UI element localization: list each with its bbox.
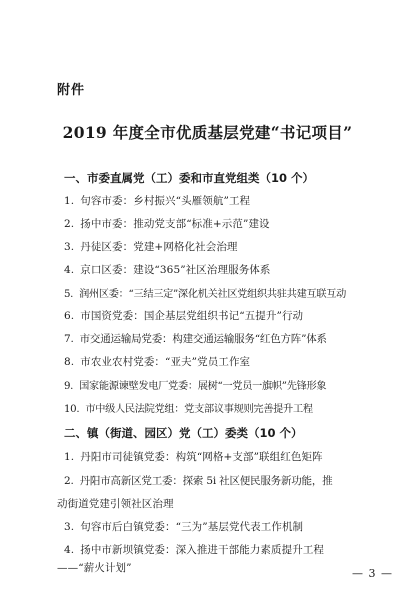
section-heading-2: 二、镇（街道、园区）党（工）委类（10 个） [64,426,303,440]
item-number: 4. [64,264,75,276]
list-item [64,285,346,300]
list-item [64,519,303,534]
item-number: 3. [64,521,75,533]
list-item [64,262,271,277]
item-text: 丹徒区委：党建+网格化社会治理 [80,241,238,253]
item-text: 市中级人民法院党组：党支部议事规则完善提升工程 [85,404,313,415]
item-number: 5. [64,289,74,300]
item-number: 4. [64,544,75,556]
item-number: 1. [64,451,75,463]
list-item [64,216,270,231]
list-item [64,354,250,369]
item-text: 丹阳市高新区党工委：探索 5i 社区便民服务新功能，推 [79,475,333,487]
item-text: 市农业农村党委：“亚夫”党员工作室 [80,356,251,368]
list-item [64,331,327,346]
item-number: 1. [64,195,75,207]
item-text: 市交通运输局党委：构建交通运输服务“红色方阵”体系 [79,333,327,345]
list-item-continuation: 动街道党建引领社区治理 [57,498,174,510]
item-text: 扬中市新坝镇党委：深入推进干部能力素质提升工程 [80,544,325,556]
item-number: 7. [64,333,74,345]
list-item [64,400,313,415]
attachment-label: 附件 [57,83,86,98]
item-number: 8. [64,356,75,368]
item-text: 句容市后白镇党委：“三为”基层党代表工作机制 [80,521,304,533]
list-item-continuation: ——“薪火计划” [57,562,132,574]
item-number: 2. [64,218,75,230]
item-number: 6. [64,310,75,322]
page-number: — 3 — [352,567,393,580]
document-title: 2019 年度全市优质基层党建“书记项目” [62,123,353,142]
item-number: 2. [64,475,74,487]
item-number: 10. [64,404,80,415]
item-text: 润州区委：“三结三定”深化机关社区党组织共驻共建互联互动 [79,289,347,300]
item-text: 市国资党委：国企基层党组织书记“五提升”行动 [80,310,304,322]
list-item [64,308,303,323]
item-number: 9. [64,381,74,392]
item-text: 京口区委：建设“365”社区治理服务体系 [80,264,271,276]
section-heading-1: 一、市委直属党（工）委和市直党组类（10 个） [64,171,315,185]
list-item [64,542,324,557]
item-text: 扬中市委：推动党支部“标准+示范”建设 [80,218,270,230]
item-text: 句容市委：乡村振兴“头雁领航”工程 [80,195,251,207]
list-item [64,473,332,488]
item-number: 3. [64,241,75,253]
list-item [64,449,323,464]
list-item [64,193,250,208]
list-item [64,377,326,392]
list-item [64,239,238,254]
item-text: 国家能源谏壁发电厂党委：展树“一党员一旗帜”先锋形象 [79,381,327,392]
item-text: 丹阳市司徒镇党委：构筑“网格+支部”联组红色矩阵 [80,451,323,463]
